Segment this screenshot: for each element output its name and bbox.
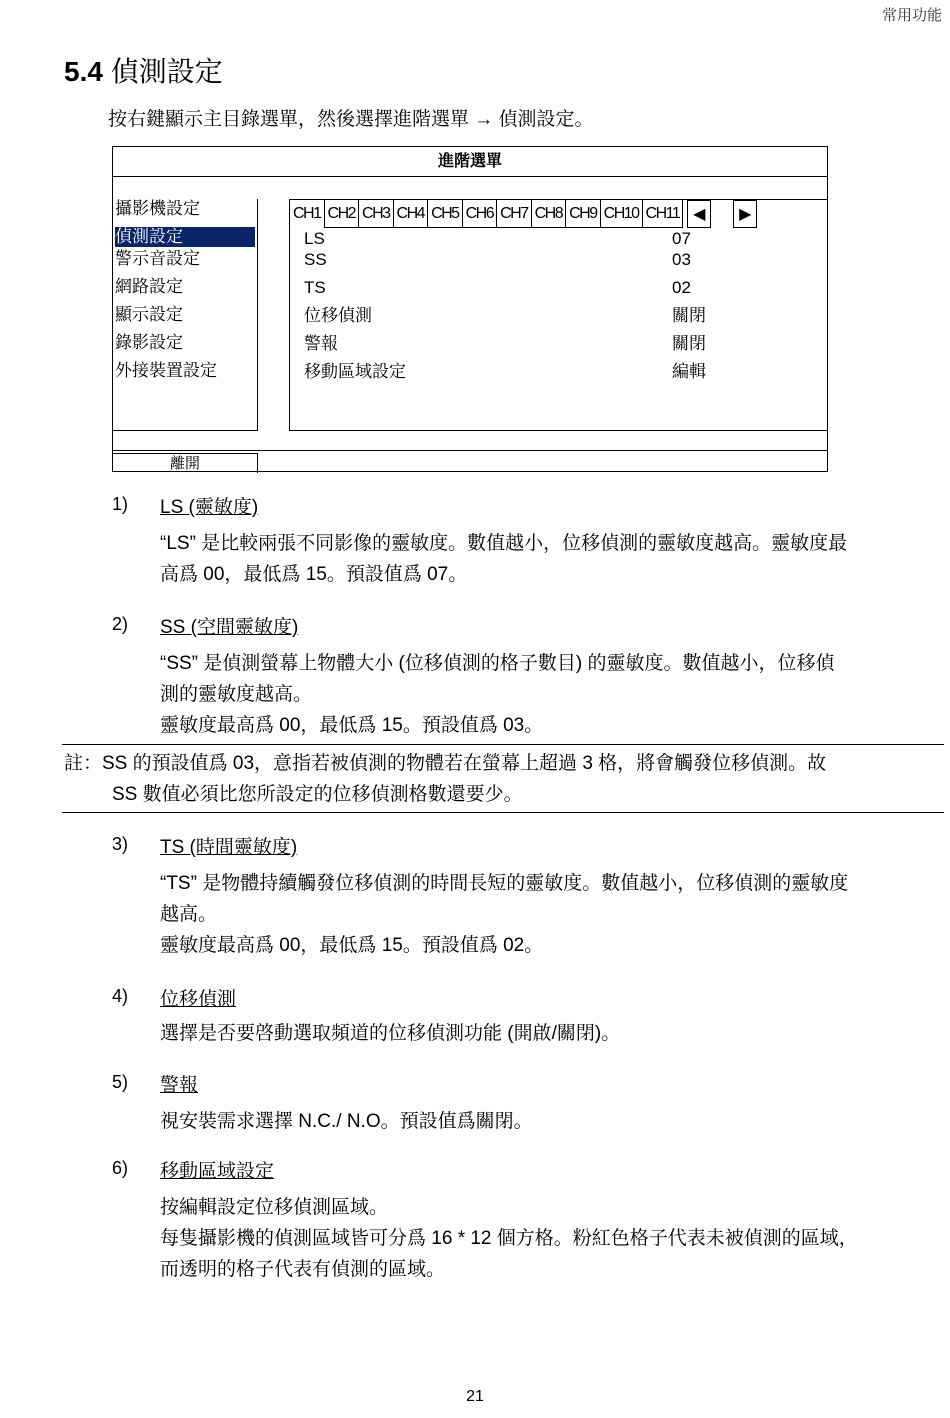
setting-value-area[interactable]: 編輯 xyxy=(672,362,706,381)
menu-footer xyxy=(113,431,827,451)
body-line: 按編輯設定位移偵測區域。 xyxy=(160,1197,389,1218)
item-heading-ss: SS (空間靈敏度) xyxy=(160,617,299,638)
item-heading-area: 移動區域設定 xyxy=(160,1161,275,1182)
setting-label-motion: 位移偵測 xyxy=(304,306,372,325)
body-line: 靈敏度最高爲 00，最低爲 15。預設值爲 02。 xyxy=(160,935,544,956)
note-line: 註：SS 的預設值爲 03，意指若被偵測的物體若在螢幕上超過 3 格，將會觸發位移偵測。故 xyxy=(64,753,827,774)
body-line: 視安裝需求選擇 N.C./ N.O。預設值爲關閉。 xyxy=(160,1111,533,1132)
body-line: 測的靈敏度越高。 xyxy=(160,684,313,705)
intro-text: 按右鍵顯示主目錄選單，然後選擇進階選單 → 偵測設定。 xyxy=(108,109,594,130)
setting-label-ts: TS xyxy=(304,278,326,297)
item-heading-motion: 位移偵測 xyxy=(160,989,237,1010)
section-header: 常用功能 xyxy=(881,7,942,24)
body-line: 越高。 xyxy=(160,904,218,925)
setting-label-ss: SS xyxy=(304,250,327,269)
note-divider-top xyxy=(62,744,944,745)
tab-ch3[interactable]: CH3 xyxy=(359,200,394,228)
tab-ch6[interactable]: CH6 xyxy=(463,200,498,228)
menu-item-buzzer[interactable]: 警示音設定 xyxy=(115,249,200,268)
body-line: “TS” 是物體持續觸發位移偵測的時間長短的靈敏度。數值越小，位移偵測的靈敏度 xyxy=(160,873,849,894)
tab-ch11[interactable]: CH11 xyxy=(643,200,684,228)
menu-category-list xyxy=(113,199,258,431)
tab-ch7[interactable]: CH7 xyxy=(497,200,532,228)
item-body-motion xyxy=(160,1018,940,1049)
item-body-alarm xyxy=(160,1106,940,1137)
item-body-ts xyxy=(160,868,940,961)
setting-label-alarm: 警報 xyxy=(304,334,338,353)
tab-ch5[interactable]: CH5 xyxy=(428,200,463,228)
tab-ch10[interactable]: CH10 xyxy=(601,200,643,228)
exit-button[interactable]: 離開 xyxy=(113,453,258,473)
item-number: 4) xyxy=(112,986,129,1006)
note-block xyxy=(64,748,944,810)
body-line: 高爲 00，最低爲 15。預設值爲 07。 xyxy=(160,564,468,585)
tab-ch1[interactable]: CH1 xyxy=(290,200,325,228)
menu-item-network[interactable]: 網路設定 xyxy=(115,277,183,296)
setting-value-motion[interactable]: 關閉 xyxy=(672,306,706,325)
item-heading-alarm: 警報 xyxy=(160,1075,199,1096)
channel-tabs xyxy=(290,200,757,228)
item-body-ss xyxy=(160,648,940,741)
arrow-left-icon[interactable]: ◀ xyxy=(687,200,711,228)
section-number: 5.4 xyxy=(64,56,103,87)
page-title xyxy=(64,50,223,90)
item-body-ls xyxy=(160,528,940,590)
body-line: 而透明的格子代表有偵測的區域。 xyxy=(160,1259,446,1280)
menu-title: 進階選單 xyxy=(113,147,827,177)
tab-ch2[interactable]: CH2 xyxy=(325,200,360,228)
setting-value-alarm[interactable]: 關閉 xyxy=(672,334,706,353)
item-number: 3) xyxy=(112,834,129,854)
section-title: 偵測設定 xyxy=(110,56,223,87)
menu-item-record[interactable]: 錄影設定 xyxy=(115,333,183,352)
item-number: 6) xyxy=(112,1158,129,1178)
tab-ch8[interactable]: CH8 xyxy=(532,200,567,228)
setting-value-ts[interactable]: 02 xyxy=(672,278,691,297)
note-line: SS 數值必須比您所設定的位移偵測格數還要少。 xyxy=(112,784,523,805)
note-divider-bottom xyxy=(62,812,944,813)
menu-item-detection[interactable]: 偵測設定 xyxy=(115,227,255,247)
item-body-area xyxy=(160,1192,940,1285)
setting-value-ss[interactable]: 03 xyxy=(672,250,691,269)
tab-ch9[interactable]: CH9 xyxy=(566,200,601,228)
body-line: “SS” 是偵測螢幕上物體大小 (位移偵測的格子數目) 的靈敏度。數值越小，位移偵 xyxy=(160,653,835,674)
body-line: 每隻攝影機的偵測區域皆可分爲 16 * 12 個方格。粉紅色格子代表未被偵測的區域， xyxy=(160,1228,858,1249)
setting-label-ls: LS xyxy=(304,229,325,248)
tab-ch4[interactable]: CH4 xyxy=(394,200,429,228)
body-line: 靈敏度最高爲 00，最低爲 15。預設值爲 03。 xyxy=(160,715,544,736)
arrow-right-icon[interactable]: ▶ xyxy=(733,200,757,228)
page-number: 21 xyxy=(466,1388,484,1405)
setting-value-ls[interactable]: 07 xyxy=(672,229,691,248)
item-number: 2) xyxy=(112,614,129,634)
menu-item-camera[interactable]: 攝影機設定 xyxy=(115,199,200,218)
setting-label-area: 移動區域設定 xyxy=(304,362,406,381)
body-line: “LS” 是比較兩張不同影像的靈敏度。數值越小，位移偵測的靈敏度越高。靈敏度最 xyxy=(160,533,848,554)
menu-item-devices[interactable]: 外接裝置設定 xyxy=(115,361,217,380)
item-number: 5) xyxy=(112,1072,129,1092)
menu-item-display[interactable]: 顯示設定 xyxy=(115,305,183,324)
item-heading-ts: TS (時間靈敏度) xyxy=(160,837,298,858)
advanced-menu xyxy=(112,146,828,472)
item-heading-ls: LS (靈敏度) xyxy=(160,497,259,518)
item-number: 1) xyxy=(112,494,129,514)
detection-settings-panel xyxy=(289,199,827,431)
body-line: 選擇是否要啓動選取頻道的位移偵測功能 (開啟/關閉)。 xyxy=(160,1023,621,1044)
